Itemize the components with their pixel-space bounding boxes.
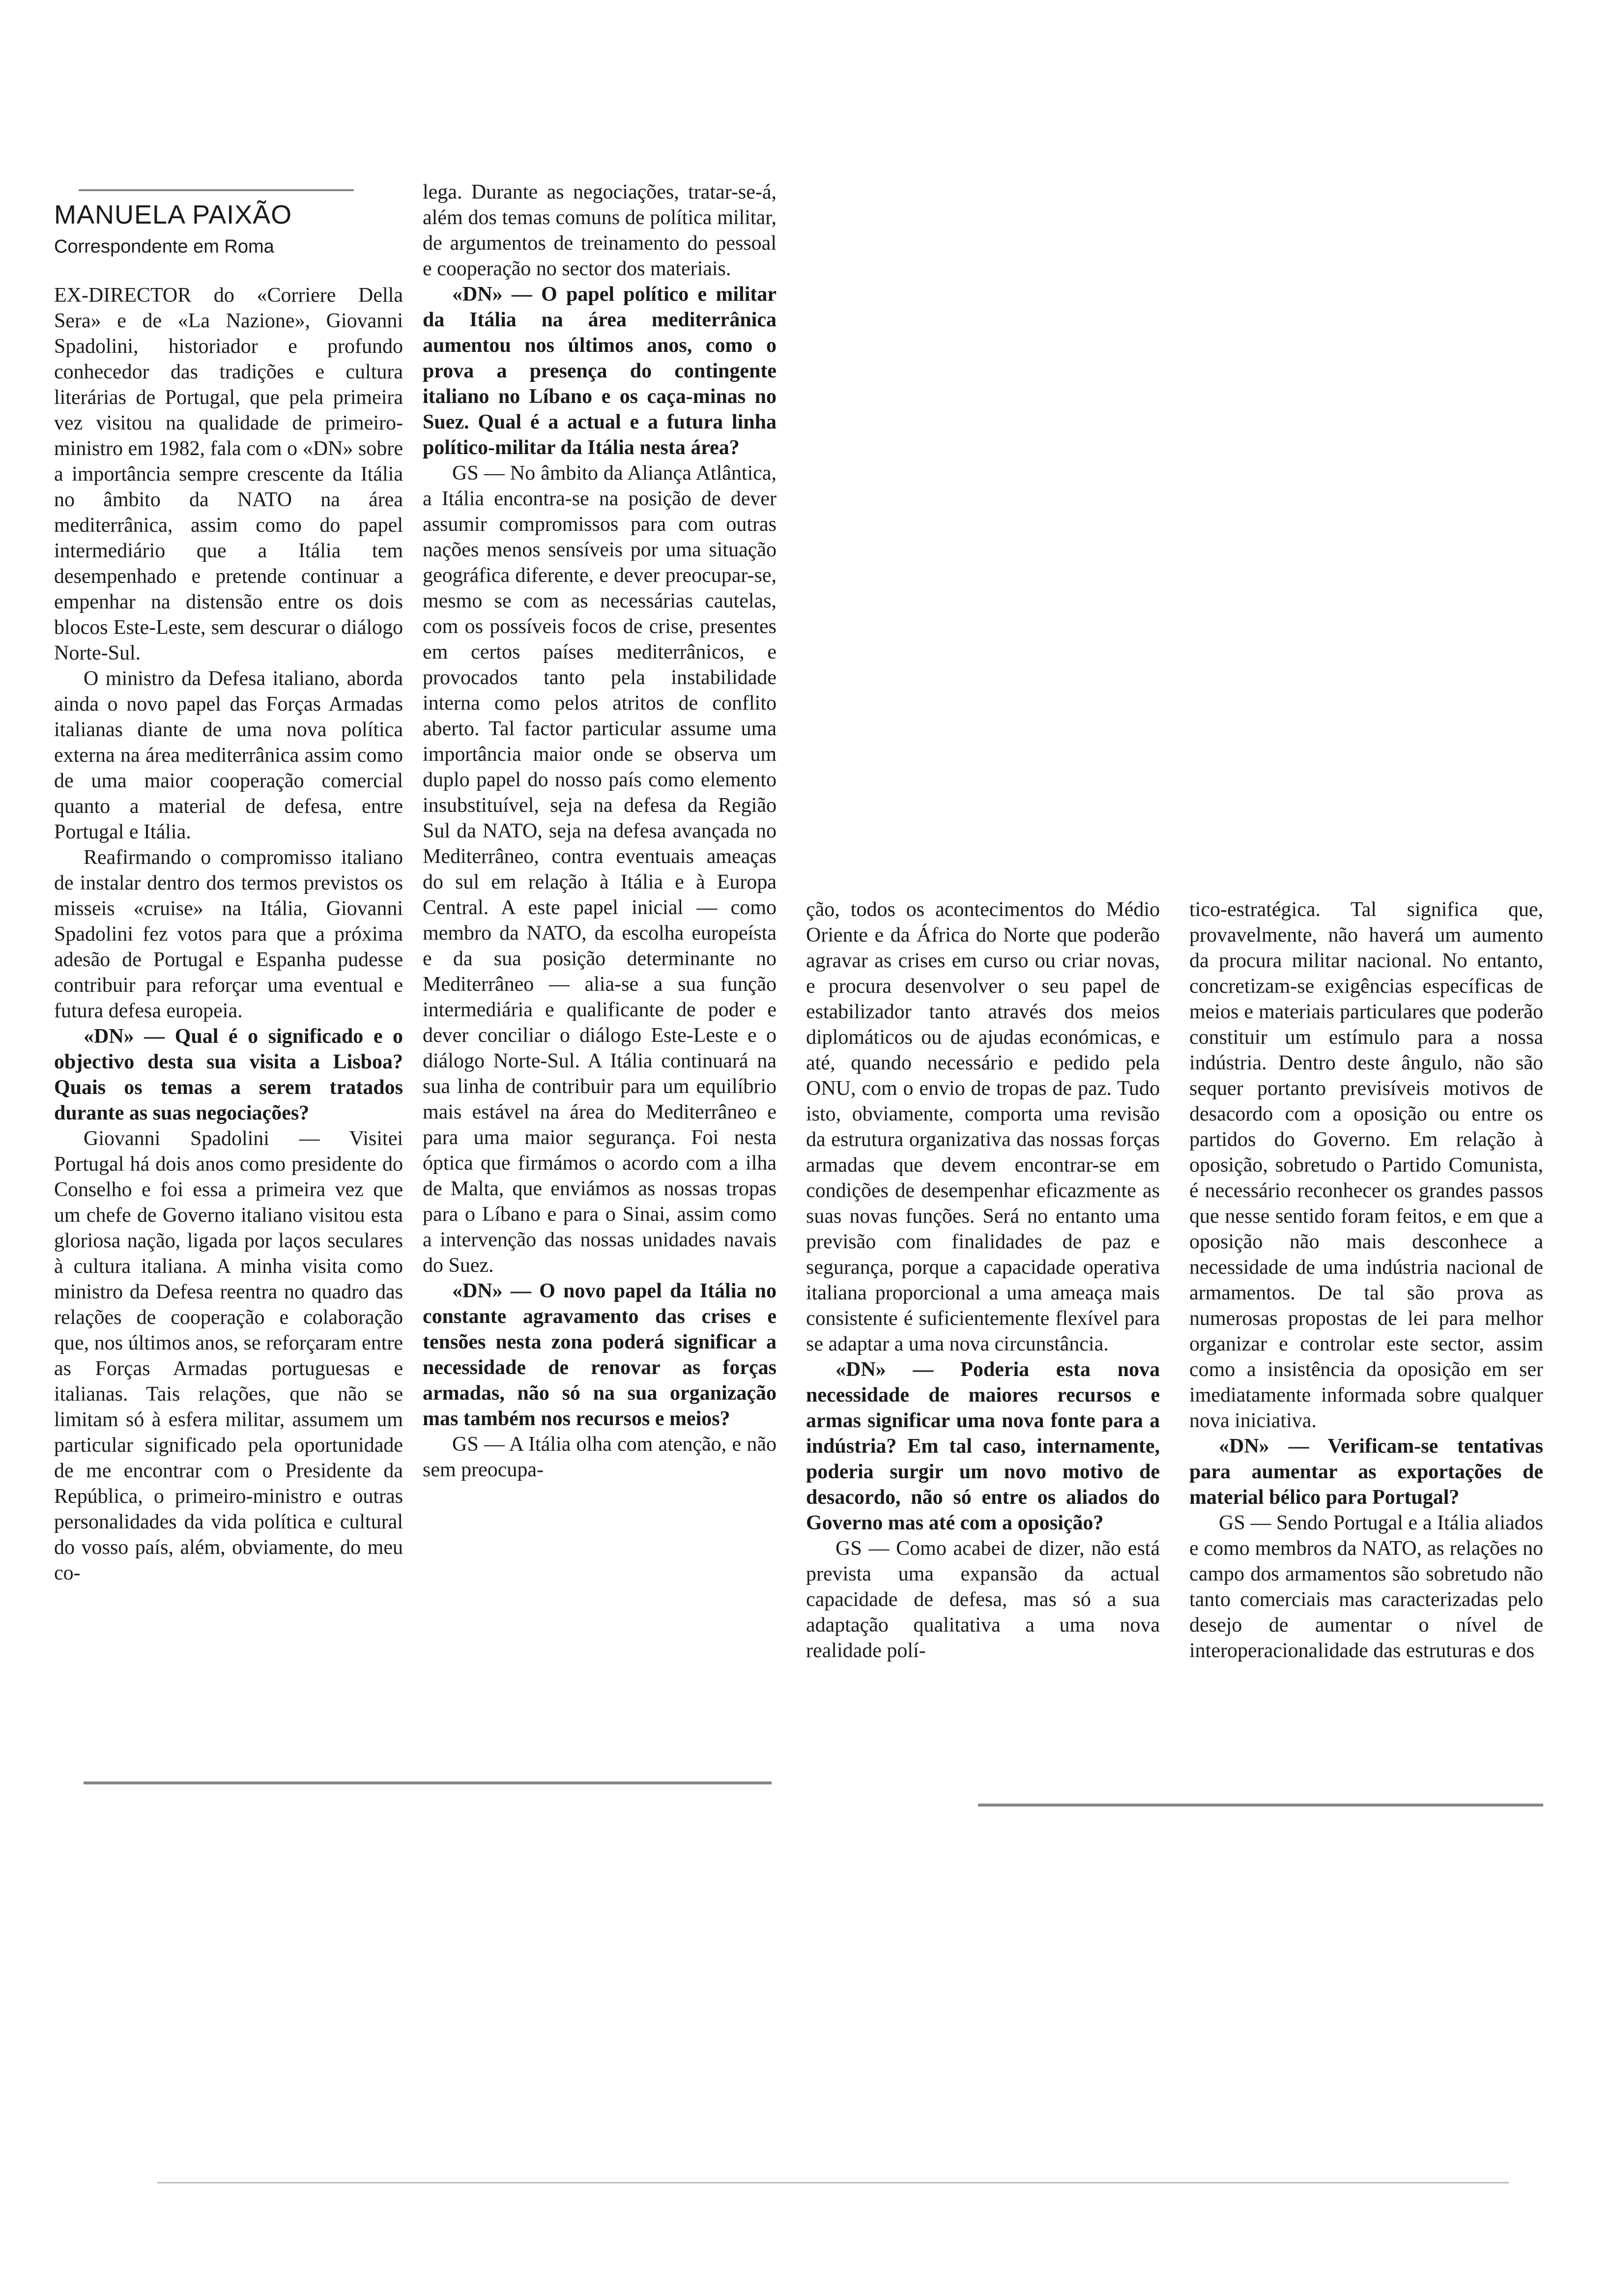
interview-question: «DN» — Qual é o significado e o objectivo desta sua visita a Lisboa? Quais os temas a serem tratados durante as suas negociações? — [54, 1025, 403, 1124]
article-column-2 — [423, 179, 777, 1483]
scan-noise-footer — [157, 2182, 1509, 2183]
article-paragraph: O ministro da Defesa italiano, aborda ainda o novo papel das Forças Armadas italianas diante de uma nova política externa na área mediterrânica assim como de uma maior cooperação comercial quanto a material de defesa, entre Portugal e Itália. — [54, 667, 403, 843]
scan-noise-top — [79, 189, 354, 191]
scan-noise-bottom-left — [84, 1781, 772, 1784]
interview-question: «DN» — O novo papel da Itália no constante agravamento das crises e tensões nesta zona poderá significar a necessidade de renovar as forças armadas, não só na sua organização mas também nos recursos e meios? — [423, 1280, 777, 1430]
article-paragraph: GS — Sendo Portugal e a Itália aliados e como membros da NATO, as relações no campo dos armamentos são sobretudo não tanto comerciais mas caracterizadas pelo desejo de aumentar o nível de interoperacionalidade das estruturas e dos — [1189, 1512, 1543, 1662]
author-byline: MANUELA PAIXÃO — [54, 200, 292, 230]
interview-question: «DN» — O papel político e militar da Itália na área mediterrânica aumentou nos últimos anos, como o prova a presença do contingente italiano no Líbano e os caça-minas no Suez. Qual é a actual e a futura linha político-militar da Itália nesta área? — [423, 283, 777, 459]
article-paragraph: lega. Durante as negociações, tratar-se-á, além dos temas comuns de política militar, de argumentos de treinamento do pessoal e cooperação no sector dos materiais. — [423, 181, 777, 280]
article-paragraph: GS — A Itália olha com atenção, e não sem preocupa- — [423, 1433, 777, 1481]
author-role: Correspondente em Roma — [54, 236, 274, 257]
article-paragraph: Giovanni Spadolini — Visitei Portugal há dois anos como presidente do Conselho e foi essa a primeira vez que um chefe de Governo italiano visitou esta gloriosa nação, ligada por laços seculares à cultura italiana. A minha visita como ministro da Defesa reentra no quadro das relações de cooperação e colaboração que, nos últimos anos, se reforçaram entre as Forças Armadas portuguesas e italianas. Tais relações, que não se limitam só à esfera militar, assumem um particular significado pela oportunidade de me encontrar com o Presidente da República, o primeiro-ministro e outras personalidades da vida política e cultural do vosso país, além, obviamente, do meu co- — [54, 1127, 403, 1584]
interview-question: «DN» — Verificam-se tentativas para aumentar as exportações de material bélico para Portugal? — [1189, 1435, 1543, 1509]
article-paragraph: ção, todos os acontecimentos do Médio Oriente e da África do Norte que poderão agravar as crises em curso ou criar novas, e procura desenvolver o seu papel de estabilizador tanto através dos meios diplomáticos ou de ajudas económicas, e até, quando necessário e pedido pela ONU, com o envio de tropas de paz. Tudo isto, obviamente, comporta uma revisão da estrutura organizativa das nossas forças armadas que devem encontrar-se em condições de desempenhar eficazmente as suas novas funções. Será no entanto uma previsão com finalidades de paz e segurança, porque a capacidade operativa italiana proporcional a uma ameaça mais consistente é suficientemente flexível para se adaptar a uma nova circunstância. — [806, 898, 1160, 1355]
article-column-4 — [1189, 897, 1543, 1664]
article-paragraph: GS — No âmbito da Aliança Atlântica, a Itália encontra-se na posição de dever assumir compromissos para com outras nações menos sensíveis por uma situação geográfica diferente, e dever preocupar-se, mesmo se com as necessárias cautelas, com os possíveis focos de crise, presentes em certos países mediterrânicos, e provocados tanto pela instabilidade interna como pelos atritos de conflito aberto. Tal factor particular assume uma importância maior onde se observa um duplo papel do nosso país como elemento insubstituível, seja na defesa da Região Sul da NATO, seja na defesa avançada no Mediterrâneo, contra eventuais ameaças do sul em relação à Itália e à Europa Central. A este papel inicial — como membro da NATO, da escolha europeísta e da sua posição determinante no Mediterrâneo — alia-se a sua função intermediária e qualificante de poder e dever conciliar o diálogo Este-Leste e o diálogo Norte-Sul. A Itália continuará na sua linha de contribuir para um equilíbrio mais estável na área do Mediterrâneo e para uma maior segurança. Foi nesta óptica que firmámos o acordo com a ilha de Malta, que enviámos as nossas tropas para o Líbano e para o Sinai, assim como a intervenção das nossas unidades navais do Suez. — [423, 462, 777, 1277]
article-paragraph: EX-DIRECTOR do «Corriere Della Sera» e de «La Nazione», Giovanni Spadolini, historiador e profundo conhecedor das tradições e cultura literárias de Portugal, que pela primeira vez visitou na qualidade de primeiro-ministro em 1982, fala com o «DN» sobre a importância sempre crescente da Itália no âmbito da NATO na área mediterrânica, assim como do papel intermediário que a Itália tem desempenhado e pretende continuar a empenhar na distensão entre os dois blocos Este-Leste, sem descurar o diálogo Norte-Sul. — [54, 284, 403, 664]
article-column-1 — [54, 283, 403, 1586]
scan-noise-bottom-right — [978, 1804, 1543, 1807]
interview-question: «DN» — Poderia esta nova necessidade de maiores recursos e armas significar uma nova fonte para a indústria? Em tal caso, internamente, poderia surgir um novo motivo de desacordo, não só entre os aliados do Governo mas até com a oposição? — [806, 1358, 1160, 1534]
article-paragraph: GS — Como acabei de dizer, não está prevista uma expansão da actual capacidade de defesa, mas só a sua adaptação qualitativa a uma nova realidade polí- — [806, 1537, 1160, 1662]
article-paragraph: tico-estratégica. Tal significa que, provavelmente, não haverá um aumento da procura militar nacional. No entanto, concretizam-se exigências específicas de meios e materiais particulares que poderão constituir um estímulo para a nossa indústria. Dentro deste ângulo, não são sequer portanto previsíveis motivos de desacordo com a oposição ou entre os partidos do Governo. Em relação à oposição, sobretudo o Partido Comunista, é necessário reconhecer os grandes passos que nesse sentido foram feitos, e em que a oposição não mais desconhece a necessidade de uma indústria nacional de armamentos. De tal são prova as numerosas propostas de lei para melhor organizar e controlar este sector, assim como a insistência da oposição em ser imediatamente informada sobre qualquer nova iniciativa. — [1189, 898, 1543, 1432]
article-column-3 — [806, 897, 1160, 1664]
article-paragraph: Reafirmando o compromisso italiano de instalar dentro dos termos previstos os misseis «cruise» na Itália, Giovanni Spadolini fez votos para que a próxima adesão de Portugal e Espanha pudesse contribuir para reforçar uma eventual e futura defesa europeia. — [54, 846, 403, 1022]
